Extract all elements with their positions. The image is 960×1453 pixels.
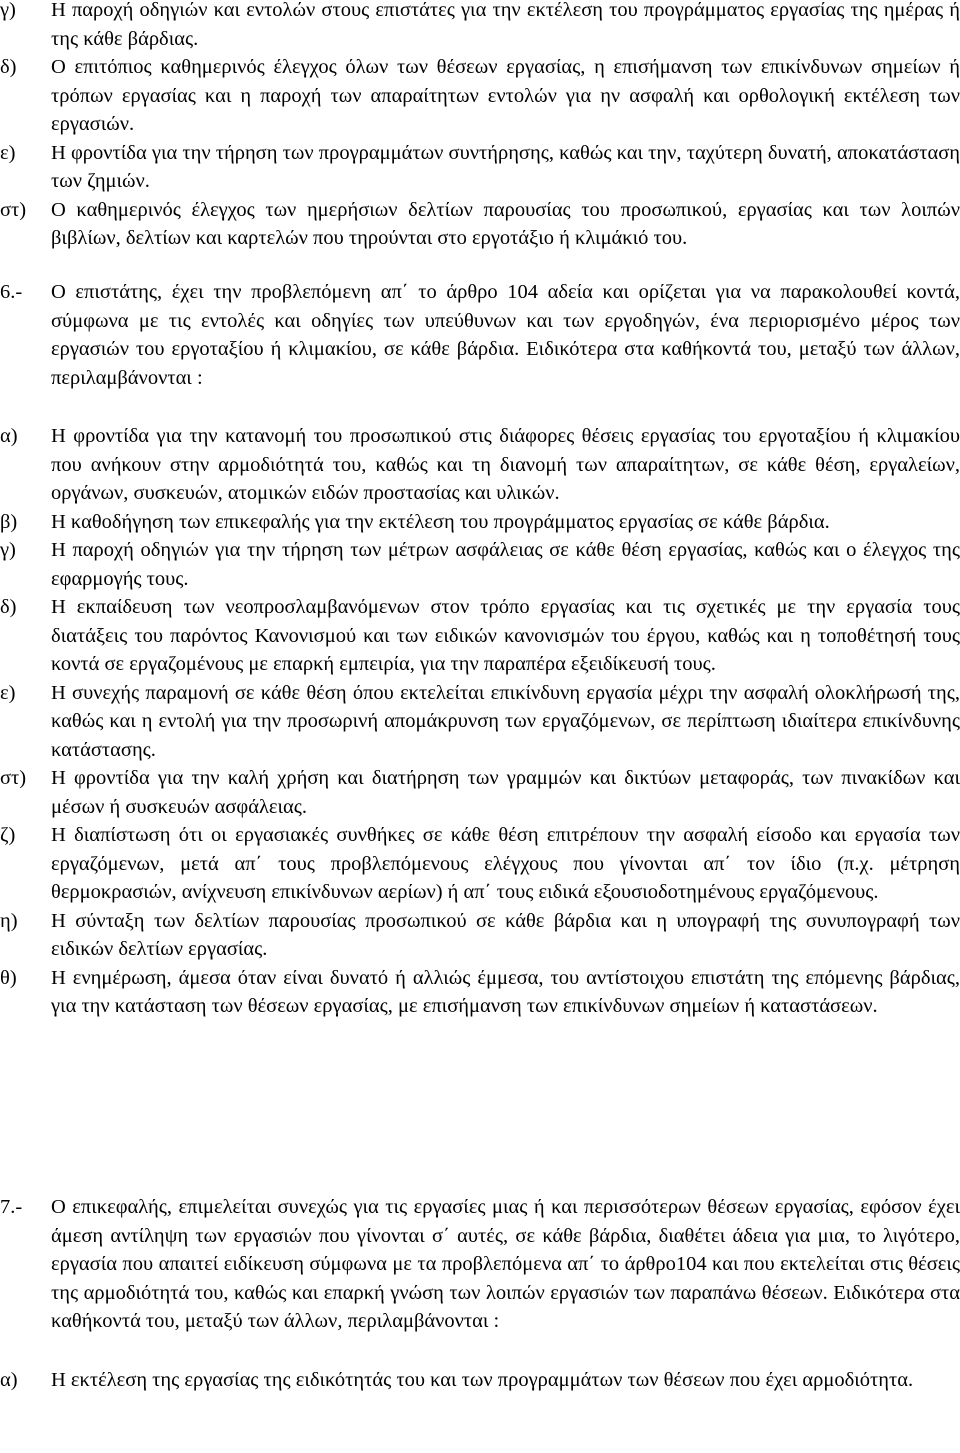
item-label: ζ) <box>0 824 16 846</box>
section-paragraph <box>0 1193 960 1336</box>
item-text: Η ενημέρωση, άμεσα όταν είναι δυνατό ή αλλιώς έμμεσα, του αντίστοιχου επιστάτη της επόμενης βάρδιας, για την κατάσταση των θέσεων εργασίας, με επισήμανση των επικίνδυνων σημείων ή καταστάσεων. <box>51 966 960 1017</box>
item-label: ε) <box>0 681 16 704</box>
section-text: Ο επικεφαλής, επιμελείται συνεχώς για τις εργασίες μιας ή και περισσότερων θέσεων εργασίας, εφόσον έχει άμεση αντίληψη των εργασιών που γίνονται σ΄ αυτές, σε κάθε βάρδια, διαθέτει άδεια για μια, το λιγότερο, εργασία που απαιτεί ειδίκευση σύμφωνα με τα προβλεπόμενα απ΄ το άρθρο104 και που εκτελείται στις θέσεις της αρμοδιότητά του, καθώς και επαρκή γνώση των λοιπών εργασιών των παραπάνω θέσεων. Ειδικότερα στα καθήκοντά του, μεταξύ των άλλων, περιλαμβάνονται : <box>51 1196 960 1332</box>
item-label: ε) <box>0 141 16 164</box>
item-text: Η εκτέλεση της εργασίας της ειδικότητάς του και των προγραμμάτων των θέσεων που έχει αρμοδιότητα. <box>51 1368 914 1391</box>
list-item <box>0 53 960 139</box>
item-label: στ) <box>0 198 27 221</box>
section-number: 6.- <box>0 281 23 303</box>
list-item <box>0 196 960 253</box>
section-6 <box>0 278 960 1021</box>
item-label: δ) <box>0 56 17 78</box>
item-label: γ) <box>0 539 16 561</box>
list-item <box>0 964 960 1021</box>
item-text: Ο επιτόπιος καθημερινός έλεγχος όλων των θέσεων εργασίας, η επισήμανση των επικίνδυνων σημείων ή τρόπων εργασίας και η παροχή των απαραίτητων εντολών για ην ασφαλή και ορθολογική εκτέλεση των εργασιών. <box>51 56 960 135</box>
item-text: Η συνεχής παραμονή σε κάθε θέση όπου εκτελείται επικίνδυνη εργασία μέχρι την ασφαλή ολοκλήρωσή της, καθώς και η εντολή για την προσωρινή απομάκρυνση των εργαζόμενων, σε περίπτωση ιδιαίτερα επικίνδυνης κατάστασης. <box>51 681 960 761</box>
item-text: Η παροχή οδηγιών για την τήρηση των μέτρων ασφάλειας σε κάθε θέση εργασίας, καθώς και ο έλεγχος της εφαρμογής τους. <box>51 539 960 590</box>
list-item <box>0 422 960 508</box>
list-item <box>0 536 960 593</box>
item-text: Η φροντίδα για την κατανομή του προσωπικού στις διάφορες θέσεις εργασίας του εργοταξίου ή κλιμακίου που ανήκουν στην αρμοδιότητά του, καθώς και τη διανομή των απαραίτητων, σε κάθε θέση, εργαλείων, οργάνων, συσκευών, ατομικών ειδών προστασίας και υλικών. <box>51 425 960 504</box>
item-label: στ) <box>0 767 27 789</box>
item-label: β) <box>0 510 18 533</box>
item-label: η) <box>0 909 18 932</box>
item-text: Η φροντίδα για την τήρηση των προγραμμάτων συντήρησης, καθώς και την, ταχύτερη δυνατή, αποκατάσταση των ζημιών. <box>51 141 960 192</box>
item-text: Η σύνταξη των δελτίων παρουσίας προσωπικού σε κάθε βάρδια και η υπογραφή της συνυπογραφή των ειδικών δελτίων εργασίας. <box>51 909 960 960</box>
section-7 <box>0 1193 960 1394</box>
list-item <box>0 0 960 53</box>
item-text: Η διαπίστωση ότι οι εργασιακές συνθήκες σε κάθε θέση επιτρέπουν την ασφαλή είσοδο και εργασία των εργαζόμενων, μετά απ΄ τους προβλεπόμενους ελέγχους που γίνονται απ΄ τον ίδιο (π.χ. μέτρηση θερμοκρασιών, ανίχνευση επικίνδυνων αερίων) ή απ΄ τους ειδικά εξουσιοδοτημένους εργαζόμενους. <box>51 824 960 903</box>
previous-section-items <box>0 0 960 253</box>
item-label: α) <box>0 425 18 447</box>
list-item <box>0 679 960 765</box>
section-paragraph <box>0 278 960 392</box>
item-label: α) <box>0 1368 18 1391</box>
list-item <box>0 1366 960 1395</box>
item-label: θ) <box>0 966 17 989</box>
item-text: Η καθοδήγηση των επικεφαλής για την εκτέλεση του προγράμματος εργασίας σε κάθε βάρδια. <box>51 510 830 533</box>
list-item <box>0 139 960 196</box>
list-item <box>0 593 960 679</box>
section-text: Ο επιστάτης, έχει την προβλεπόμενη απ΄ το άρθρο 104 αδεία και ορίζεται για να παρακολουθεί κοντά, σύμφωνα με τις εντολές και οδηγίες των υπεύθυνων και των εργοδηγών, ένα περιορισμένο μέρος των εργασιών του εργοταξίου ή κλιμακίου, σε κάθε βάρδια. Ειδικότερα στα καθήκοντά του, μεταξύ των άλλων, περιλαμβάνονται : <box>51 281 960 389</box>
list-item <box>0 764 960 821</box>
list-item <box>0 508 960 537</box>
item-text: Ο καθημερινός έλεγχος των ημερήσιων δελτίων παρουσίας του προσωπικού, εργασίας και των λοιπών βιβλίων, δελτίων και καρτελών που τηρούνται στο εργοτάξιο ή κλιμάκιό του. <box>51 198 960 249</box>
item-text: Η φροντίδα για την καλή χρήση και διατήρηση των γραμμών και δικτύων μεταφοράς, των πινακίδων και μέσων ή συσκευών ασφάλειας. <box>51 767 960 818</box>
list-item <box>0 907 960 964</box>
item-text: Η παροχή οδηγιών και εντολών στους επιστάτες για την εκτέλεση του προγράμματος εργασίας της ημέρας ή της κάθε βάρδιας. <box>51 0 960 50</box>
item-label: γ) <box>0 0 16 21</box>
list-item <box>0 821 960 907</box>
item-text: Η εκπαίδευση των νεοπροσλαμβανόμενων στον τρόπο εργασίας και τις σχετικές με την εργασία τους διατάξεις του παρόντος Κανονισμού και των ειδικών κανονισμών του έργου, καθώς και η τοποθέτησή τους κοντά σε εργαζομένους με επαρκή εμπειρία, για την παραπέρα εξειδίκευσή τους. <box>51 596 960 675</box>
item-label: δ) <box>0 596 17 618</box>
section-number: 7.- <box>0 1196 23 1218</box>
